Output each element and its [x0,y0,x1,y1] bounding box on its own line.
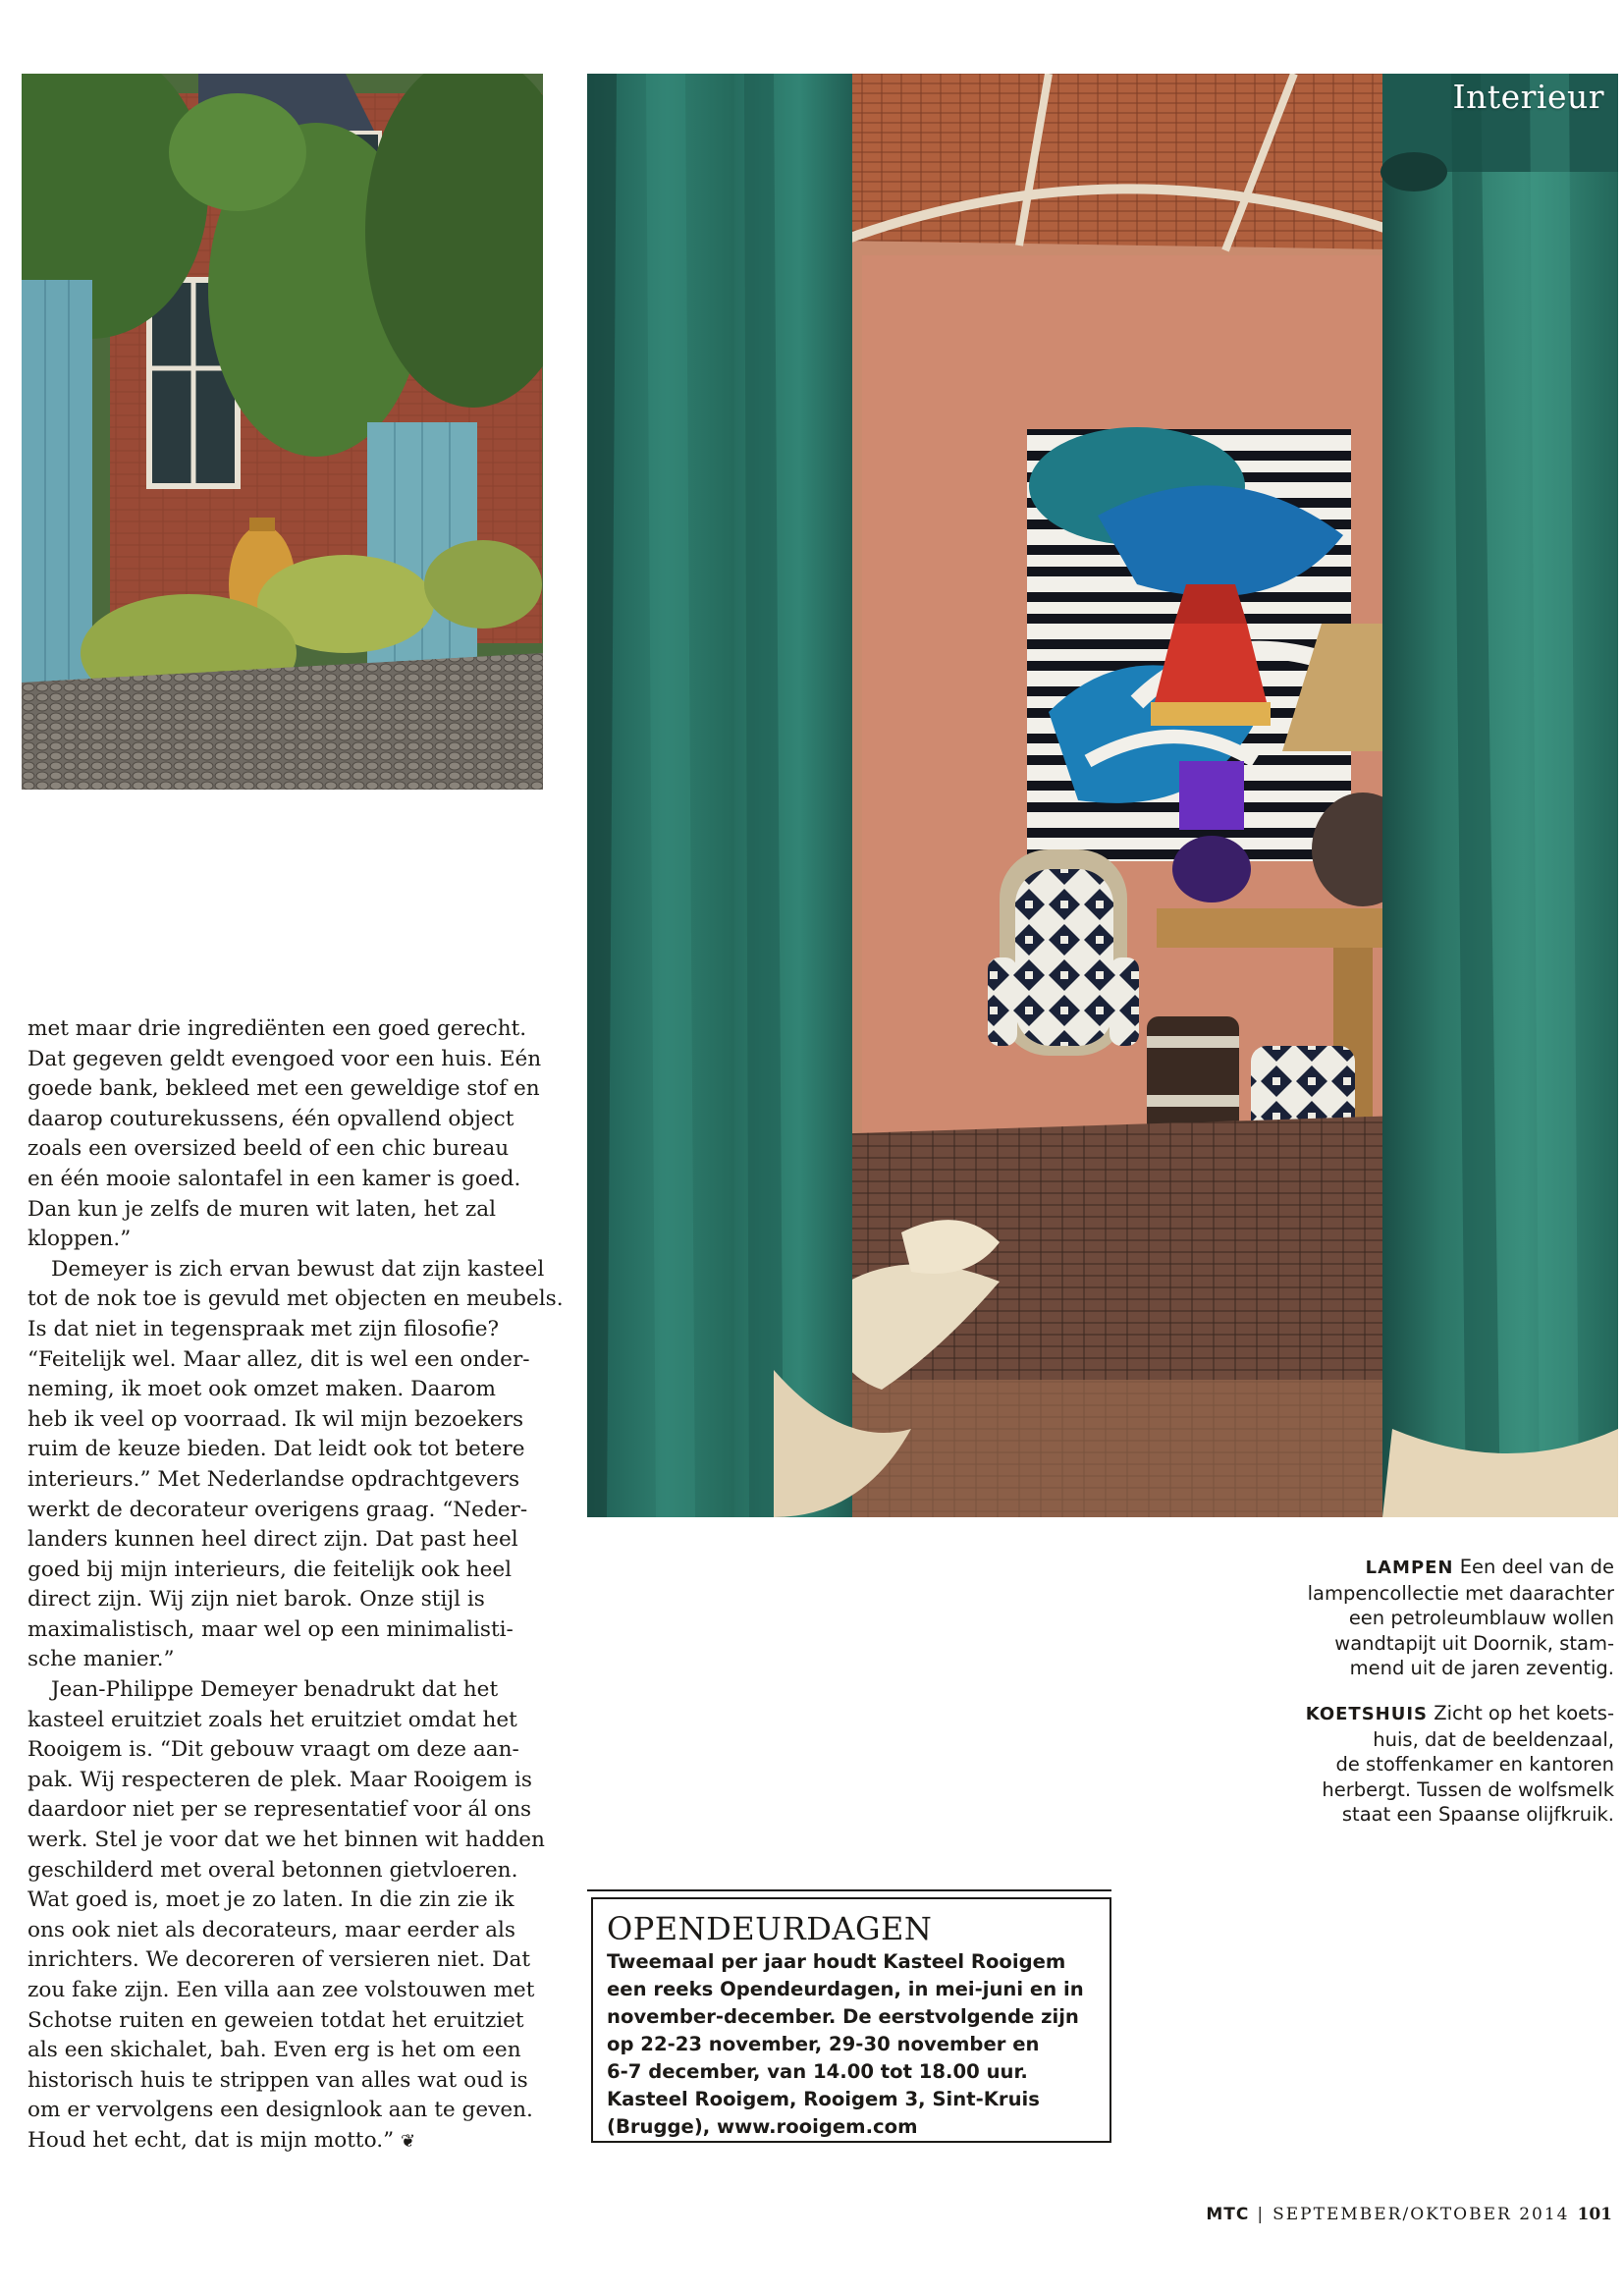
text-line: Is dat niet in tegenspraak met zijn filosofie? [27,1316,500,1341]
caption-line: mend uit de jaren zeventig. [1349,1657,1614,1680]
info-box-line: (Brugge), www.rooigem.com [607,2115,918,2138]
text-line: ruim de keuze bieden. Dat leidt ook tot betere [27,1437,525,1462]
text-line: kloppen.” [27,1227,132,1252]
text-line: direct zijn. Wij zijn niet barok. Onze stijl is [27,1587,485,1613]
issue-date: SEPTEMBER/OKTOBER 2014 [1272,2205,1570,2224]
text-line: sche manier.” [27,1647,175,1672]
text-line: neming, ik moet ook omzet maken. Daarom [27,1377,497,1402]
caption-line: staat een Spaanse olijfkruik. [1341,1803,1614,1827]
text-line: ons ook niet als decorateurs, maar eerder als [27,1917,515,1942]
info-box-line: een reeks Opendeurdagen, in mei-juni en in [607,1978,1084,2000]
caption-keyword: KOETSHUIS [1305,1704,1429,1724]
text-line: Rooigem is. “Dit gebouw vraagt om deze aan- [27,1737,519,1763]
text-line: geschilderd met overal betonnen gietvloeren. [27,1857,518,1883]
caption-line [1290,1701,1614,1727]
folio [1206,2205,1612,2224]
text-line: landers kunnen heel direct zijn. Dat past heel [27,1527,518,1553]
text-line: zou fake zijn. Een villa aan zee volstouwen met [27,1978,535,2002]
info-box-rule [587,1889,1111,1891]
text-line: inrichters. We decoreren of versieren niet. Dat [27,1947,531,1973]
info-box [591,1897,1111,2143]
text-line: interieurs.” Met Nederlandse opdrachtgevers [27,1466,520,1492]
text-line: zoals een oversized beeld of een chic bureau [27,1136,510,1162]
text-line: Jean-Philippe Demeyer benadrukt dat het [51,1677,499,1703]
text-line: werk. Stel je voor dat we het binnen wit hadden [27,1828,545,1853]
info-box-line: 6-7 december, van 14.00 tot 18.00 uur. [607,2060,1028,2083]
magazine-name: MTC [1206,2205,1250,2224]
article-paragraph [27,1675,546,2158]
text-line: Demeyer is zich ervan bewust dat zijn kasteel [51,1256,545,1282]
text-line: goede bank, bekleed met een geweldige stof en [27,1076,540,1102]
info-box-line: november-december. De eerstvolgende zijn [607,2005,1079,2028]
text-line: pak. Wij respecteren de plek. Maar Rooigem is [27,1767,532,1792]
text-line: om er vervolgens een designlook aan te geven. [27,2098,533,2123]
info-box-body [607,1948,1096,2141]
caption-line: herbergt. Tussen de wolfsmelk [1322,1777,1614,1801]
caption-line: een petroleumblauw wollen [1348,1607,1614,1630]
interior-photo [587,74,1618,1517]
caption-text: Zicht op het koets- [1434,1702,1614,1724]
caption-keyword: LAMPEN [1365,1558,1454,1578]
text-line: Schotse ruiten en geweien totdat het eruitziet [27,2007,524,2033]
text-line: kasteel eruitziet zoals het eruitziet omdat het [27,1707,517,1732]
text-line [27,2126,546,2158]
article-paragraph [27,1255,564,1675]
text-line: daardoor niet per se representatief voor ál ons [27,1797,532,1823]
text-line: goed bij mijn interieurs, die feitelijk ook heel [27,1557,513,1582]
text-line: tot de nok toe is gevuld met objecten en meubels. [27,1286,564,1312]
text-line: en één mooie salontafel in een kamer is goed. [27,1166,521,1191]
article-paragraph [27,1014,546,1255]
folio-separator: | [1257,2205,1266,2224]
text-line: als een skichalet, bah. Even erg is het om een [27,2038,521,2063]
text-line: Wat goed is, moet je zo laten. In die zin zie ik [27,1887,514,1913]
text-line: daarop couturekussens, één opvallend object [27,1106,514,1131]
info-box-line: Kasteel Rooigem, Rooigem 3, Sint-Kruis [607,2088,1040,2110]
text-line: “Feitelijk wel. Maar allez, dit is wel een onder- [27,1346,530,1372]
text-line: met maar drie ingrediënten een goed gerecht. [27,1016,527,1041]
end-mark-icon: ❦ [401,2130,416,2152]
article-body [27,1014,564,2158]
info-box-title: OPENDEURDAGEN [607,1910,933,1947]
text-line: heb ik veel op voorraad. Ik wil mijn bezoekers [27,1406,524,1432]
caption-lampen [1290,1555,1614,1681]
text-line: historisch huis te strippen van alles wat oud is [27,2067,528,2093]
text-line: Dat gegeven geldt evengoed voor een huis. Eén [27,1046,542,1071]
caption-line: wandtapijt uit Doornik, stam- [1334,1631,1614,1655]
page-number: 101 [1577,2205,1612,2224]
courtyard-photo [22,74,543,790]
text-line: maximalistisch, maar wel op een minimalisti- [27,1616,514,1642]
info-box-line: Tweemaal per jaar houdt Kasteel Rooigem [607,1950,1066,1973]
text-line: Dan kun je zelfs de muren wit laten, het zal [27,1196,496,1222]
caption-koetshuis [1290,1701,1614,1828]
section-label: Interieur [1452,78,1604,116]
info-box-line: op 22-23 november, 29-30 november en [607,2033,1040,2055]
text-line: werkt de decorateur overigens graag. “Neder- [27,1497,528,1522]
text-line-last: Houd het echt, dat is mijn motto.” [27,2127,395,2153]
caption-text: Een deel van de [1459,1556,1614,1578]
caption-line: lampencollectie met daarachter [1307,1581,1614,1605]
caption-line [1290,1555,1614,1581]
caption-line: de stoffenkamer en kantoren [1335,1753,1614,1777]
caption-line: huis, dat de beeldenzaal, [1373,1727,1614,1751]
